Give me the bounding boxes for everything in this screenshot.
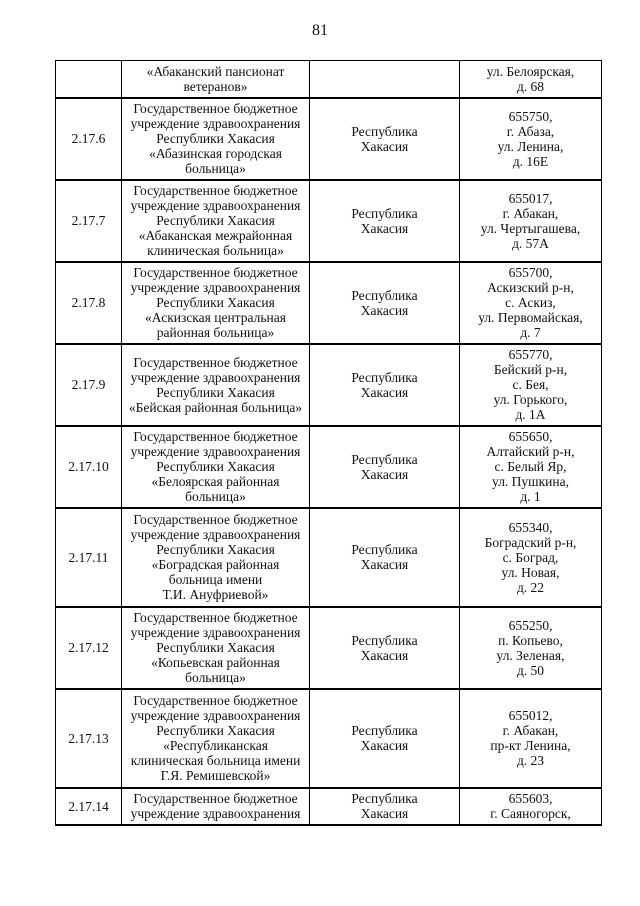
institution-name-line: Государственное бюджетное bbox=[133, 610, 298, 625]
address-cell-line: пр-кт Ленина, bbox=[490, 738, 571, 753]
institution-name-line: Республики Хакасия bbox=[156, 459, 275, 474]
address-cell bbox=[460, 98, 602, 180]
region-cell-line: Хакасия bbox=[360, 302, 409, 318]
row-number: 2.17.6 bbox=[56, 98, 122, 180]
institution-name-line: Республики Хакасия bbox=[156, 213, 275, 228]
region-cell bbox=[310, 262, 460, 344]
institution-name bbox=[122, 689, 310, 788]
institution-name-line: учреждение здравоохранения bbox=[130, 444, 301, 459]
address-cell-line: 655770, bbox=[508, 347, 553, 362]
institution-name-line: учреждение здравоохранения bbox=[130, 198, 301, 213]
region-cell-line: Республика bbox=[351, 542, 418, 557]
address-cell-line: г. Абаза, bbox=[506, 123, 555, 139]
institution-name bbox=[122, 344, 310, 426]
table-row bbox=[56, 788, 602, 825]
institution-name-line: «Абаканская межрайонная bbox=[138, 228, 293, 243]
address-cell-line: д. 50 bbox=[516, 662, 545, 678]
address-cell-line: Алтайский р-н, bbox=[486, 444, 575, 459]
address-cell-line: д. 57А bbox=[512, 235, 549, 251]
institution-name bbox=[122, 426, 310, 508]
address-cell-line: 655603, bbox=[508, 791, 553, 806]
address-cell-line: д. 7 bbox=[520, 325, 541, 340]
row-number: 2.17.12 bbox=[56, 607, 122, 689]
region-cell-line: Республика bbox=[351, 205, 418, 221]
institution-name-line: ветеранов» bbox=[183, 78, 248, 94]
table-row bbox=[56, 607, 602, 689]
address-cell-line: д. 23 bbox=[516, 753, 545, 768]
table-row bbox=[56, 98, 602, 180]
address-cell-line: ул. Горького, bbox=[493, 392, 568, 407]
page-number: 81 bbox=[312, 22, 328, 39]
address-cell-line: д. 1А bbox=[515, 407, 546, 422]
institution-name-line: «Абаканский пансионат bbox=[146, 63, 285, 79]
row-number: 2.17.9 bbox=[56, 344, 122, 426]
address-cell-line: 655750, bbox=[508, 108, 553, 124]
table-row bbox=[56, 61, 602, 98]
region-cell-line: Республика bbox=[351, 632, 418, 648]
institution-name-line: учреждение здравоохранения bbox=[130, 527, 301, 542]
region-cell bbox=[310, 426, 460, 508]
region-cell bbox=[310, 98, 460, 180]
institution-name bbox=[122, 508, 310, 607]
region-cell-line: Хакасия bbox=[360, 806, 409, 821]
address-cell bbox=[460, 262, 602, 344]
institution-name-line: Республики Хакасия bbox=[156, 131, 275, 146]
address-cell-line: ул. Первомайская, bbox=[478, 310, 583, 325]
address-cell bbox=[460, 689, 602, 788]
address-cell-line: 655250, bbox=[508, 617, 553, 633]
address-cell-line: ул. Ленина, bbox=[497, 138, 564, 154]
region-cell-line: Хакасия bbox=[360, 738, 409, 753]
table-row bbox=[56, 689, 602, 788]
address-cell-line: 655650, bbox=[508, 429, 553, 444]
institution-name-line: «Абазинская городская bbox=[149, 146, 282, 161]
address-cell-line: Аскизский р-н, bbox=[487, 280, 574, 295]
institution-name-line: Государственное бюджетное bbox=[133, 693, 298, 708]
institution-name-line: Государственное бюджетное bbox=[133, 101, 298, 116]
table-body bbox=[56, 61, 602, 825]
address-cell-line: с. Белый Яр, bbox=[494, 459, 567, 474]
institution-name-line: больница» bbox=[185, 489, 246, 504]
institution-name-line: Республики Хакасия bbox=[156, 384, 275, 400]
table-row bbox=[56, 344, 602, 426]
address-cell-line: 655340, bbox=[508, 519, 553, 535]
address-cell-line: ул. Пушкина, bbox=[492, 474, 569, 489]
institution-name bbox=[122, 61, 310, 98]
row-number bbox=[56, 61, 122, 98]
address-cell-line: д. 22 bbox=[516, 579, 545, 595]
region-cell-line: Республика bbox=[351, 791, 418, 806]
address-cell-line: ул. Новая, bbox=[501, 564, 560, 580]
institution-name-line: больница» bbox=[185, 161, 246, 176]
address-cell bbox=[460, 180, 602, 262]
address-cell-line: с. Боград, bbox=[502, 549, 559, 565]
institution-name-line: клиническая больница» bbox=[147, 243, 284, 258]
address-cell bbox=[460, 344, 602, 426]
region-cell-line: Республика bbox=[351, 287, 418, 303]
institution-name-line: Республики Хакасия bbox=[156, 723, 275, 738]
region-cell-line: Хакасия bbox=[360, 138, 409, 154]
region-cell-line: Республика bbox=[351, 369, 418, 385]
address-cell-line: д. 1 bbox=[520, 489, 541, 504]
region-cell-line: Хакасия bbox=[360, 647, 409, 663]
institution-name-line: учреждение здравоохранения bbox=[130, 625, 301, 640]
region-cell bbox=[310, 61, 460, 98]
address-cell-line: д. 16Е bbox=[512, 153, 549, 169]
address-cell-line: г. Саяногорск, bbox=[490, 806, 571, 821]
address-cell-line: с. Аскиз, bbox=[505, 295, 556, 310]
address-cell-line: ул. Белоярская, bbox=[486, 63, 575, 79]
address-cell bbox=[460, 426, 602, 508]
institution-name bbox=[122, 607, 310, 689]
address-cell bbox=[460, 508, 602, 607]
region-cell-line: Хакасия bbox=[360, 220, 409, 236]
institution-name-line: учреждение здравоохранения bbox=[130, 806, 301, 821]
region-cell-line: Республика bbox=[351, 723, 418, 738]
address-cell-line: ул. Чертыгашева, bbox=[480, 220, 581, 236]
address-cell-line: г. Абакан, bbox=[502, 205, 559, 221]
region-cell bbox=[310, 344, 460, 426]
institutions-table bbox=[55, 60, 602, 826]
institution-name bbox=[122, 262, 310, 344]
region-cell-line: Хакасия bbox=[360, 557, 409, 572]
institution-name-line: больница имени bbox=[168, 572, 263, 587]
address-cell-line: 655017, bbox=[508, 190, 553, 206]
institution-name-line: «Белоярская районная bbox=[151, 474, 280, 489]
institution-name-line: Т.И. Ануфриевой» bbox=[162, 587, 269, 602]
address-cell-line: 655012, bbox=[508, 708, 553, 723]
region-cell bbox=[310, 607, 460, 689]
row-number: 2.17.14 bbox=[56, 788, 122, 825]
address-cell-line: г. Абакан, bbox=[502, 723, 559, 738]
address-cell-line: ул. Зеленая, bbox=[496, 647, 565, 663]
address-cell-line: 655700, bbox=[508, 265, 553, 280]
institution-name-line: «Боградская районная bbox=[151, 557, 280, 572]
region-cell-line: Хакасия bbox=[360, 384, 409, 400]
institution-name-line: Государственное бюджетное bbox=[133, 429, 298, 444]
region-cell-line: Хакасия bbox=[360, 466, 409, 482]
institution-name bbox=[122, 98, 310, 180]
institution-name-line: Республики Хакасия bbox=[156, 295, 275, 310]
institution-name-line: районная больница» bbox=[156, 325, 275, 340]
address-cell bbox=[460, 61, 602, 98]
institution-name-line: Государственное бюджетное bbox=[133, 183, 298, 198]
institution-name-line: Республики Хакасия bbox=[156, 640, 275, 655]
address-cell-line: Боградский р-н, bbox=[484, 534, 577, 550]
region-cell bbox=[310, 508, 460, 607]
institution-name-line: «Бейская районная больница» bbox=[128, 399, 303, 415]
address-cell bbox=[460, 607, 602, 689]
address-cell-line: д. 68 bbox=[516, 78, 545, 94]
region-cell bbox=[310, 788, 460, 825]
institution-name-line: «Аскизская центральная bbox=[145, 310, 286, 325]
row-number: 2.17.8 bbox=[56, 262, 122, 344]
region-cell bbox=[310, 689, 460, 788]
institution-name-line: Государственное бюджетное bbox=[133, 265, 298, 280]
row-number: 2.17.13 bbox=[56, 689, 122, 788]
table-row bbox=[56, 262, 602, 344]
row-number: 2.17.11 bbox=[56, 508, 122, 607]
institution-name-line: учреждение здравоохранения bbox=[130, 280, 301, 295]
region-cell bbox=[310, 180, 460, 262]
region-cell-line: Республика bbox=[351, 123, 418, 139]
address-cell-line: Бейский р-н, bbox=[493, 362, 568, 377]
institution-name-line: учреждение здравоохранения bbox=[130, 708, 301, 723]
institution-name-line: клиническая больница имени bbox=[130, 753, 301, 768]
institution-name-line: Республики Хакасия bbox=[156, 542, 275, 557]
institution-name bbox=[122, 180, 310, 262]
institution-name-line: Г.Я. Ремишевской» bbox=[160, 768, 271, 783]
address-cell bbox=[460, 788, 602, 825]
institution-name-line: учреждение здравоохранения bbox=[130, 116, 301, 131]
row-number: 2.17.7 bbox=[56, 180, 122, 262]
institution-name-line: Государственное бюджетное bbox=[133, 512, 298, 527]
address-cell-line: п. Копьево, bbox=[498, 632, 563, 648]
institution-name-line: Государственное бюджетное bbox=[133, 791, 298, 806]
table-row bbox=[56, 426, 602, 508]
institution-name-line: «Копьевская районная bbox=[151, 655, 280, 670]
institution-name-line: Государственное бюджетное bbox=[133, 354, 298, 370]
row-number: 2.17.10 bbox=[56, 426, 122, 508]
institution-name-line: больница» bbox=[185, 670, 246, 685]
table-row bbox=[56, 180, 602, 262]
institution-name bbox=[122, 788, 310, 825]
table-row bbox=[56, 508, 602, 607]
region-cell-line: Республика bbox=[351, 451, 418, 467]
address-cell-line: с. Бея, bbox=[512, 377, 549, 392]
institution-name-line: «Республиканская bbox=[163, 738, 268, 753]
institution-name-line: учреждение здравоохранения bbox=[130, 369, 301, 385]
